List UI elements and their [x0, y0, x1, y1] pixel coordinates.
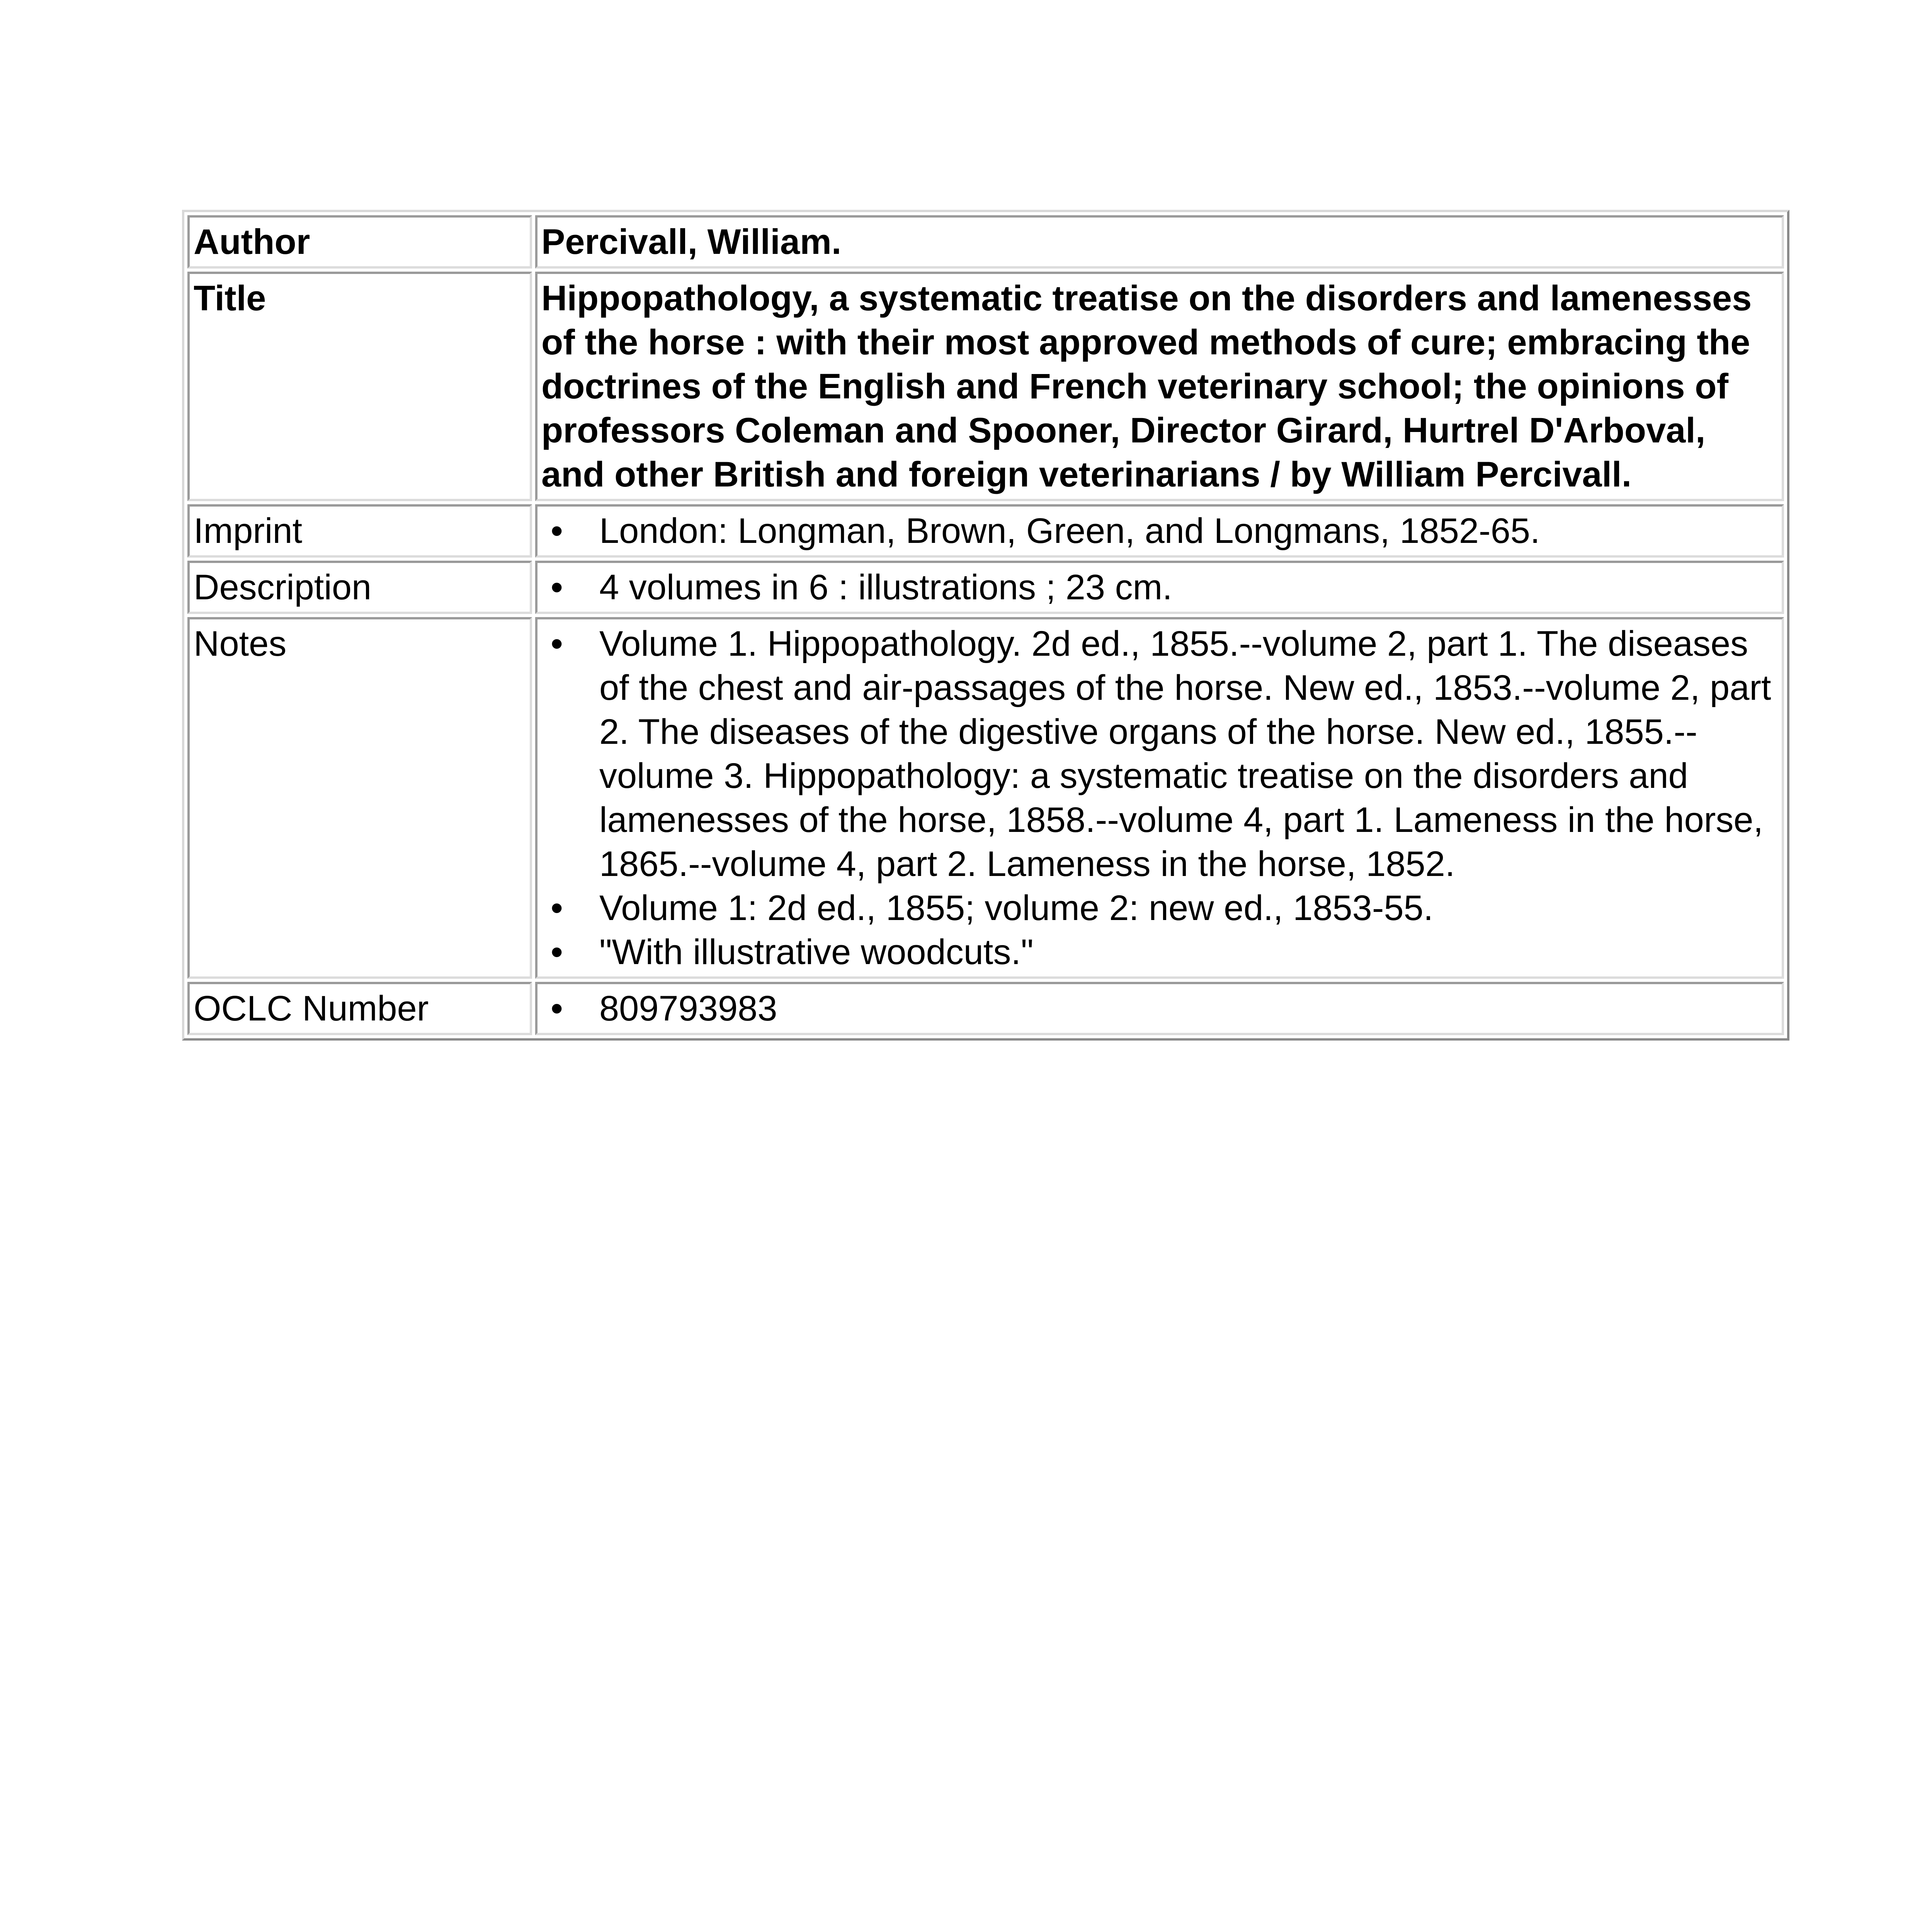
bullet-icon: •: [550, 624, 563, 663]
description-list: [541, 565, 1778, 609]
oclc-label: OCLC Number: [187, 982, 532, 1035]
list-item: [550, 622, 1778, 886]
oclc-row: [187, 982, 1784, 1035]
list-item: [550, 986, 1778, 1031]
description-value: [535, 561, 1784, 614]
bullet-icon: •: [550, 932, 563, 972]
imprint-label: Imprint: [187, 504, 532, 558]
list-item: [550, 886, 1778, 930]
imprint-value: [535, 504, 1784, 558]
bullet-icon: •: [550, 568, 563, 607]
oclc-list: [541, 986, 1778, 1031]
notes-text: "With illustrative woodcuts.": [599, 932, 1034, 972]
notes-text: Volume 1. Hippopathology. 2d ed., 1855.--volume 2, part 1. The diseases of the chest and air-passages of the horse. New ed., 1853.--volume 2, part 2. The diseases of the digestive organs of the horse. New ed., 1855.--volume 3. Hippopathology: a systematic treatise on the disorders and lamenesses of the horse, 1858.--volume 4, part 1. Lameness in the horse, 1865.--volume 4, part 2. Lameness in the horse, 1852.: [599, 624, 1771, 884]
list-item: [550, 930, 1778, 974]
notes-list: [541, 622, 1778, 974]
bullet-icon: •: [550, 989, 563, 1028]
description-row: [187, 561, 1784, 614]
title-row: [187, 272, 1784, 501]
imprint-text: London: Longman, Brown, Green, and Longmans, 1852-65.: [599, 511, 1540, 551]
title-label: Title: [187, 272, 532, 501]
bullet-icon: •: [550, 888, 563, 928]
description-text: 4 volumes in 6 : illustrations ; 23 cm.: [599, 568, 1172, 607]
notes-text: Volume 1: 2d ed., 1855; volume 2: new ed., 1853-55.: [599, 888, 1434, 928]
notes-label: Notes: [187, 617, 532, 979]
imprint-list: [541, 509, 1778, 553]
title-value: Hippopathology, a systematic treatise on the disorders and lamenesses of the horse : with their most approved methods of cure; embracing the doctrines of the English and French veterinary school; the opinions of professors Coleman and Spooner, Director Girard, Hurtrel D'Arboval, and other British and foreign veterinarians / by William Percivall.: [535, 272, 1784, 501]
author-value: Percivall, William.: [535, 215, 1784, 269]
bibliographic-record-table: [182, 210, 1789, 1041]
author-label: Author: [187, 215, 532, 269]
oclc-value: [535, 982, 1784, 1035]
list-item: [550, 565, 1778, 609]
imprint-row: [187, 504, 1784, 558]
notes-value: [535, 617, 1784, 979]
list-item: [550, 509, 1778, 553]
notes-row: [187, 617, 1784, 979]
oclc-text: 809793983: [599, 989, 777, 1028]
bullet-icon: •: [550, 511, 563, 551]
description-label: Description: [187, 561, 532, 614]
author-row: [187, 215, 1784, 269]
